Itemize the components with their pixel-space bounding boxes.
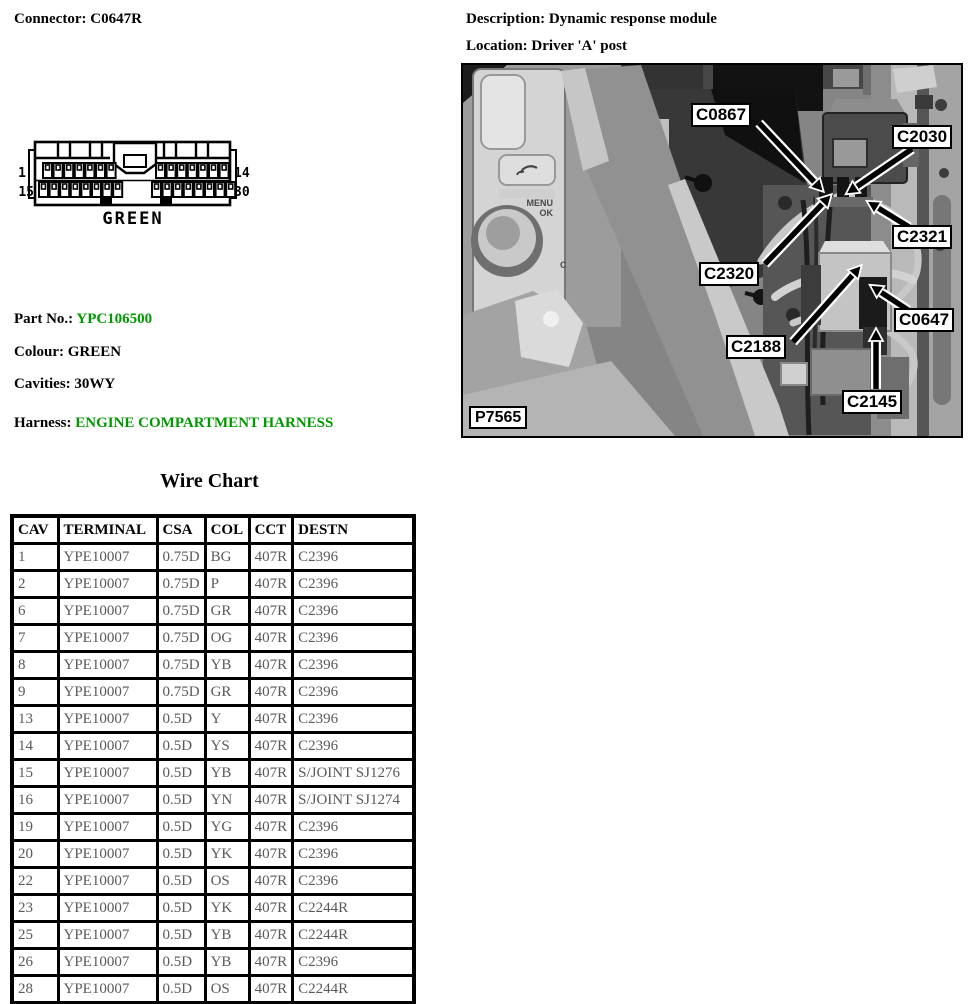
- column-header-csa: CSA: [157, 516, 205, 544]
- table-cell: 0.75D: [157, 679, 205, 706]
- table-row-cav-1: [12, 544, 414, 571]
- table-cell: OS: [205, 868, 249, 895]
- table-cell: C2396: [293, 652, 414, 679]
- table-cell: 0.5D: [157, 733, 205, 760]
- table-cell: 28: [12, 976, 58, 1004]
- table-cell: 26: [12, 949, 58, 976]
- location-value: Driver 'A' post: [531, 38, 627, 54]
- table-cell: 407R: [249, 895, 293, 922]
- table-cell: GR: [205, 598, 249, 625]
- latch: [114, 143, 156, 173]
- table-cell: YK: [205, 841, 249, 868]
- table-cell: 0.5D: [157, 949, 205, 976]
- table-row-cav-6: [12, 598, 414, 625]
- table-cell: 0.5D: [157, 787, 205, 814]
- callout-C2188: C2188: [726, 335, 786, 359]
- table-cell: 407R: [249, 598, 293, 625]
- table-cell: GR: [205, 679, 249, 706]
- table-cell: YB: [205, 922, 249, 949]
- table-cell: 0.75D: [157, 544, 205, 571]
- table-cell: C2396: [293, 706, 414, 733]
- part-no-link[interactable]: YPC106500: [76, 311, 153, 327]
- table-cell: 2: [12, 571, 58, 598]
- table-cell: 19: [12, 814, 58, 841]
- table-cell: 0.75D: [157, 571, 205, 598]
- table-cell: 0.75D: [157, 598, 205, 625]
- table-cell: 0.5D: [157, 868, 205, 895]
- callout-C2321: C2321: [892, 225, 952, 249]
- table-cell: 15: [12, 760, 58, 787]
- column-header-col: COL: [205, 516, 249, 544]
- table-row-cav-14: [12, 733, 414, 760]
- table-cell: 0.5D: [157, 841, 205, 868]
- table-cell: 0.5D: [157, 922, 205, 949]
- column-header-terminal: TERMINAL: [58, 516, 157, 544]
- location-photo: [461, 63, 963, 438]
- table-cell: 407R: [249, 868, 293, 895]
- table-cell: 407R: [249, 787, 293, 814]
- table-cell: S/JOINT SJ1276: [293, 760, 414, 787]
- cavities-value: 30WY: [74, 376, 116, 392]
- table-cell: YG: [205, 814, 249, 841]
- table-cell: C2396: [293, 814, 414, 841]
- table-cell: C2244R: [293, 922, 414, 949]
- table-cell: 0.5D: [157, 760, 205, 787]
- harness-label: Harness:: [14, 415, 72, 431]
- connector-label: Connector:: [14, 11, 87, 27]
- table-row-cav-15: [12, 760, 414, 787]
- table-cell: Y: [205, 706, 249, 733]
- table-cell: 407R: [249, 706, 293, 733]
- table-cell: YPE10007: [58, 733, 157, 760]
- table-cell: YS: [205, 733, 249, 760]
- table-cell: 1: [12, 544, 58, 571]
- table-cell: C2396: [293, 679, 414, 706]
- location-label: Location:: [466, 38, 528, 54]
- connector-value: C0647R: [90, 11, 142, 27]
- callout-C2145: C2145: [842, 390, 902, 414]
- table-row-cav-16: [12, 787, 414, 814]
- table-cell: 407R: [249, 814, 293, 841]
- table-cell: 407R: [249, 922, 293, 949]
- table-cell: 407R: [249, 544, 293, 571]
- connector-heading: [14, 9, 142, 29]
- table-cell: YPE10007: [58, 814, 157, 841]
- table-cell: 407R: [249, 733, 293, 760]
- part-no-label: Part No.:: [14, 311, 74, 327]
- table-cell: YB: [205, 652, 249, 679]
- table-row-cav-8: [12, 652, 414, 679]
- table-cell: C2396: [293, 625, 414, 652]
- table-cell: 407R: [249, 652, 293, 679]
- wire-chart-table: [10, 514, 416, 1004]
- table-cell: P: [205, 571, 249, 598]
- column-header-cct: CCT: [249, 516, 293, 544]
- table-cell: YPE10007: [58, 868, 157, 895]
- table-header-row: [12, 516, 414, 544]
- colour-line: [14, 342, 121, 362]
- menu-button-label: MENU: [526, 198, 553, 208]
- table-row-cav-25: [12, 922, 414, 949]
- table-cell: YPE10007: [58, 652, 157, 679]
- table-cell: 20: [12, 841, 58, 868]
- table-cell: 407R: [249, 760, 293, 787]
- table-cell: C2396: [293, 571, 414, 598]
- table-row-cav-19: [12, 814, 414, 841]
- table-cell: 6: [12, 598, 58, 625]
- table-cell: YPE10007: [58, 976, 157, 1004]
- table-cell: 8: [12, 652, 58, 679]
- table-cell: YPE10007: [58, 625, 157, 652]
- table-cell: YPE10007: [58, 679, 157, 706]
- table-row-cav-7: [12, 625, 414, 652]
- column-header-cav: CAV: [12, 516, 58, 544]
- table-row-cav-20: [12, 841, 414, 868]
- table-cell: 0.5D: [157, 895, 205, 922]
- table-row-cav-28: [12, 976, 414, 1004]
- table-cell: YB: [205, 949, 249, 976]
- part-no-line: [14, 309, 152, 329]
- table-cell: YPE10007: [58, 787, 157, 814]
- pin-number-top-left: 1: [18, 166, 26, 181]
- location-heading: [466, 36, 627, 56]
- table-cell: YN: [205, 787, 249, 814]
- table-cell: OG: [205, 625, 249, 652]
- table-cell: C2396: [293, 544, 414, 571]
- wire-chart-title: Wire Chart: [160, 470, 259, 492]
- svg-text:C: C: [560, 260, 567, 270]
- cavities-label: Cavities:: [14, 376, 71, 392]
- callout-C0647: C0647: [894, 308, 954, 332]
- column-header-destn: DESTN: [293, 516, 414, 544]
- description-label: Description:: [466, 11, 546, 27]
- svg-text:OK: OK: [539, 208, 553, 218]
- table-cell: 0.75D: [157, 652, 205, 679]
- table-cell: YPE10007: [58, 544, 157, 571]
- callout-C2320: C2320: [699, 262, 759, 286]
- harness-line: [14, 413, 333, 433]
- table-cell: 0.5D: [157, 814, 205, 841]
- table-cell: S/JOINT SJ1274: [293, 787, 414, 814]
- table-cell: BG: [205, 544, 249, 571]
- connector-colour-caption: GREEN: [102, 209, 164, 228]
- table-cell: YPE10007: [58, 760, 157, 787]
- table-cell: YPE10007: [58, 706, 157, 733]
- description-heading: [466, 9, 717, 29]
- table-cell: C2396: [293, 949, 414, 976]
- table-row-cav-26: [12, 949, 414, 976]
- table-cell: C2396: [293, 868, 414, 895]
- table-cell: C2396: [293, 598, 414, 625]
- table-cell: 13: [12, 706, 58, 733]
- table-cell: 0.5D: [157, 976, 205, 1004]
- table-cell: 407R: [249, 679, 293, 706]
- connector-face-diagram: [10, 132, 265, 228]
- table-cell: 407R: [249, 949, 293, 976]
- table-cell: C2244R: [293, 895, 414, 922]
- table-cell: 0.75D: [157, 625, 205, 652]
- table-cell: YK: [205, 895, 249, 922]
- table-cell: 407R: [249, 571, 293, 598]
- table-cell: YPE10007: [58, 598, 157, 625]
- table-cell: YB: [205, 760, 249, 787]
- table-row-cav-23: [12, 895, 414, 922]
- table-cell: 14: [12, 733, 58, 760]
- callout-C0867: C0867: [691, 103, 751, 127]
- table-cell: C2396: [293, 841, 414, 868]
- table-cell: 25: [12, 922, 58, 949]
- figure-id-label: P7565: [469, 406, 527, 429]
- colour-label: Colour:: [14, 344, 64, 360]
- pin-number-bottom-left: 15: [18, 185, 34, 200]
- table-cell: YPE10007: [58, 841, 157, 868]
- harness-link[interactable]: ENGINE COMPARTMENT HARNESS: [75, 415, 334, 431]
- table-cell: C2244R: [293, 976, 414, 1004]
- table-cell: YPE10007: [58, 922, 157, 949]
- table-cell: 16: [12, 787, 58, 814]
- table-row-cav-2: [12, 571, 414, 598]
- table-cell: 22: [12, 868, 58, 895]
- table-cell: YPE10007: [58, 571, 157, 598]
- table-cell: 407R: [249, 625, 293, 652]
- table-cell: 0.5D: [157, 706, 205, 733]
- table-cell: 9: [12, 679, 58, 706]
- table-row-cav-22: [12, 868, 414, 895]
- table-cell: 407R: [249, 841, 293, 868]
- colour-value: GREEN: [67, 344, 122, 360]
- table-cell: YPE10007: [58, 895, 157, 922]
- table-cell: 7: [12, 625, 58, 652]
- table-row-cav-9: [12, 679, 414, 706]
- table-cell: YPE10007: [58, 949, 157, 976]
- callout-C2030: C2030: [892, 125, 952, 149]
- table-cell: OS: [205, 976, 249, 1004]
- pin-number-top-right: 14: [234, 166, 250, 181]
- table-row-cav-13: [12, 706, 414, 733]
- table-cell: C2396: [293, 733, 414, 760]
- cavities-line: [14, 374, 115, 394]
- table-cell: 23: [12, 895, 58, 922]
- table-cell: 407R: [249, 976, 293, 1004]
- pin-number-bottom-right: 30: [234, 185, 250, 200]
- description-value: Dynamic response module: [548, 11, 717, 27]
